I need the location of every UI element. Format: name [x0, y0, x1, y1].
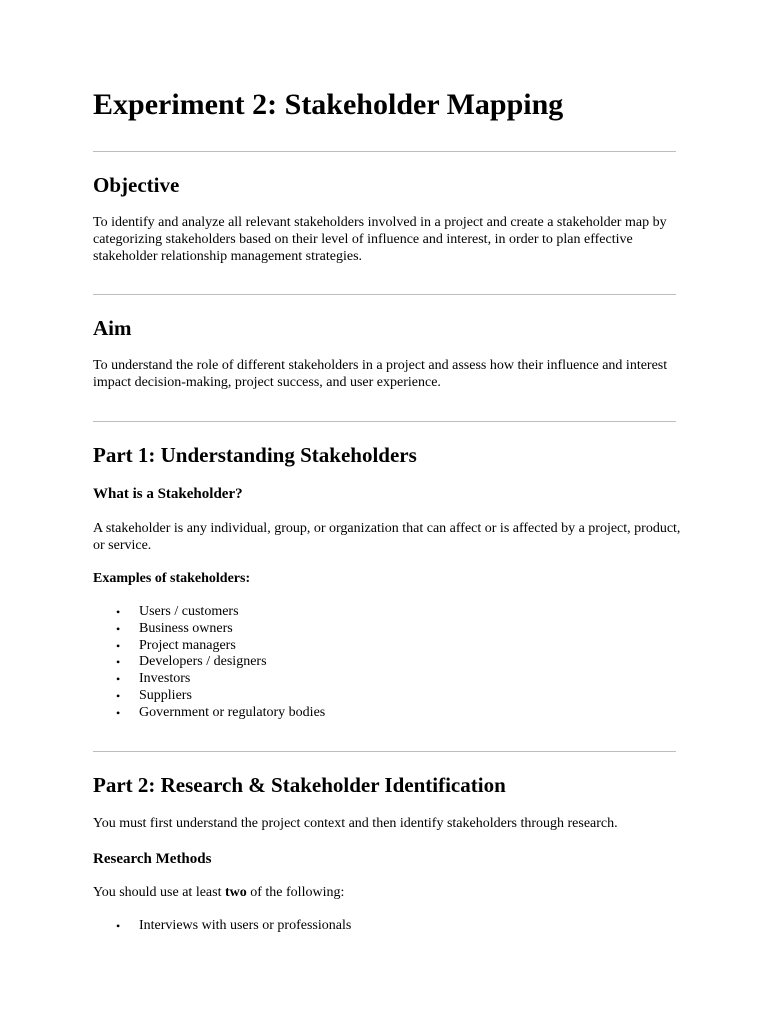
list-item-label: Developers / designers: [139, 654, 267, 670]
list-item: [93, 688, 325, 705]
bullet-icon: •: [116, 605, 121, 619]
aim-text: To understand the role of different stakeholders in a project and assess how their influence and interest impact decision-making, project success, and user experience.: [93, 358, 668, 390]
bullet-icon: •: [116, 672, 121, 687]
stakeholder-definition-text: A stakeholder is any individual, group, or organization that can affect or is affected by a project, product, or service.: [93, 521, 681, 553]
objective-text: To identify and analyze all relevant stakeholders involved in a project and create a stakeholder map by categorizing stakeholders based on their level of influence and interest, in order to plan effective stakeholder relationship management strategies.: [93, 215, 667, 264]
list-item-label: Users / customers: [139, 604, 239, 619]
bullet-icon: •: [116, 638, 121, 653]
divider-1: [93, 151, 676, 152]
part2-intro: You must first understand the project context and then identify stakeholders through research.: [93, 816, 618, 831]
research-instruction: [93, 884, 683, 901]
stakeholder-definition-heading: What is a Stakeholder?: [93, 486, 243, 502]
aim-heading: Aim: [93, 316, 132, 340]
divider-4: [93, 751, 676, 752]
instruction-text-after: of the following:: [246, 885, 345, 900]
list-item: [93, 638, 325, 655]
instruction-emphasis: two: [224, 885, 247, 900]
list-item: [93, 654, 325, 671]
list-item-label: Investors: [139, 671, 191, 687]
divider-2: [93, 294, 676, 295]
stakeholder-examples-list: [93, 604, 325, 722]
list-item: [93, 604, 325, 621]
list-item-label: Interviews with users or professionals: [139, 918, 352, 933]
list-item: [93, 705, 325, 722]
bullet-icon: •: [116, 655, 121, 670]
list-item: [93, 918, 351, 935]
instruction-text-before: You should use at least: [93, 885, 225, 900]
list-item-label: Business owners: [139, 620, 233, 636]
bullet-icon: •: [116, 688, 121, 703]
list-item-label: Project managers: [139, 637, 236, 653]
list-item-label: Government or regulatory bodies: [139, 704, 326, 720]
list-item-label: Suppliers: [139, 687, 192, 703]
list-item: [93, 671, 325, 688]
bullet-icon: •: [116, 705, 121, 720]
divider-3: [93, 421, 676, 422]
part2-heading: Part 2: Research & Stakeholder Identification: [93, 773, 506, 797]
bullet-icon: •: [116, 621, 121, 636]
research-methods-heading: Research Methods: [93, 851, 212, 867]
bullet-icon: •: [116, 919, 121, 933]
page-title: Experiment 2: Stakeholder Mapping: [93, 88, 564, 121]
examples-label: Examples of stakeholders:: [93, 571, 251, 586]
research-methods-list: [93, 918, 351, 935]
list-item: [93, 621, 325, 638]
objective-heading: Objective: [93, 173, 180, 197]
part1-heading: Part 1: Understanding Stakeholders: [93, 443, 417, 467]
